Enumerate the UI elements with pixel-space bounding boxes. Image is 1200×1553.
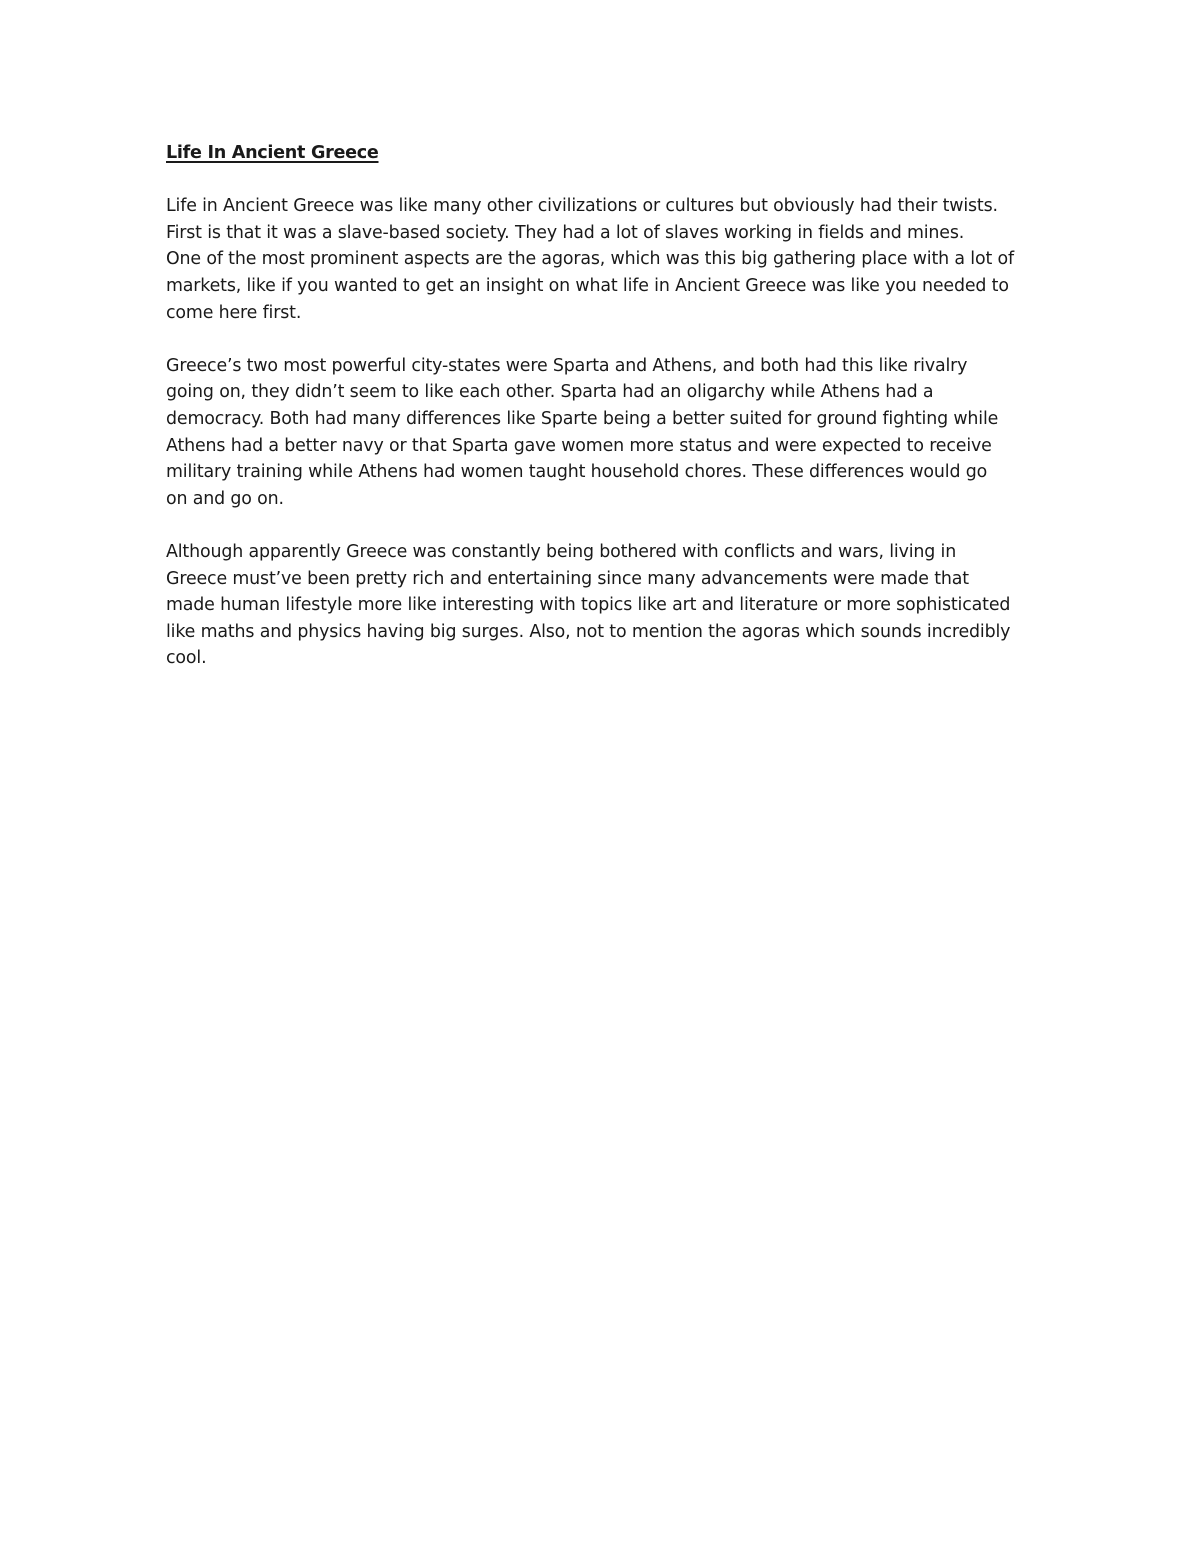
- paragraph-line: Although apparently Greece was constantly being bothered with conflicts and wars, living in: [166, 541, 957, 562]
- document-body: [166, 140, 1046, 698]
- paragraph-line: going on, they didn’t seem to like each other. Sparta had an oligarchy while Athens had a: [166, 382, 934, 403]
- paragraph-line: come here first.: [166, 302, 302, 323]
- paragraph-line: First is that it was a slave-based society. They had a lot of slaves working in fields and mines.: [166, 222, 965, 243]
- paragraph-line: Greece must’ve been pretty rich and entertaining since many advancements were made that: [166, 568, 969, 589]
- paragraph-line: democracy. Both had many differences like Sparte being a better suited for ground fighting while: [166, 408, 999, 429]
- paragraph-line: Life in Ancient Greece was like many other civilizations or cultures but obviously had their twists.: [166, 196, 998, 217]
- paragraph-3: [166, 539, 1046, 672]
- paragraph-line: Greece’s two most powerful city-states were Sparta and Athens, and both had this like rivalry: [166, 355, 968, 376]
- paragraph-line: made human lifestyle more like interesting with topics like art and literature or more sophisticated: [166, 595, 1011, 616]
- paragraph-2: [166, 353, 1046, 513]
- paragraph-line: military training while Athens had women taught household chores. These differences would go: [166, 462, 988, 483]
- paragraph-line: on and go on.: [166, 488, 284, 509]
- document-title: Life In Ancient Greece: [166, 143, 379, 163]
- paragraph-line: cool.: [166, 648, 207, 669]
- paragraph-line: Athens had a better navy or that Sparta gave women more status and were expected to receive: [166, 435, 992, 456]
- paragraph-1: [166, 193, 1046, 326]
- paragraph-line: One of the most prominent aspects are the agoras, which was this big gathering place with a lot of: [166, 249, 1014, 270]
- paragraph-line: markets, like if you wanted to get an insight on what life in Ancient Greece was like you needed to: [166, 275, 1009, 296]
- paragraph-line: like maths and physics having big surges. Also, not to mention the agoras which sounds incredibly: [166, 621, 1011, 642]
